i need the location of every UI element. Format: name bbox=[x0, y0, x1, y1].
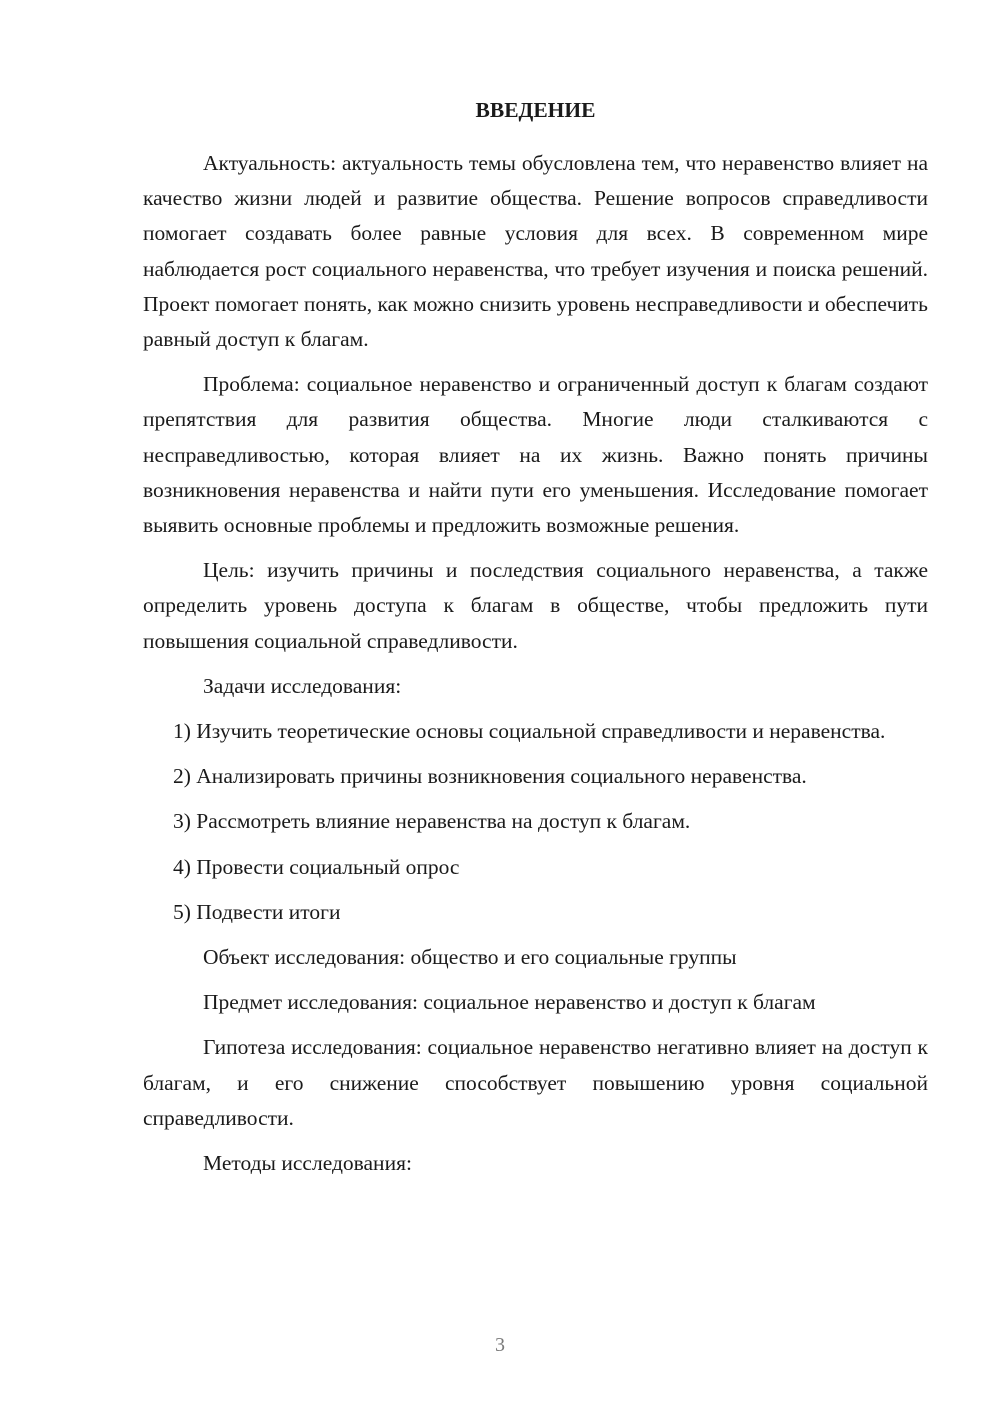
methods-heading: Методы исследования: bbox=[203, 1151, 412, 1176]
research-object: Объект исследования: общество и его социальные группы bbox=[203, 945, 737, 970]
research-hypothesis: Гипотеза исследования: социальное неравенство негативно влияет на доступ к благам, и его снижение способствует повышению уровня социальной справедливости. bbox=[143, 1035, 928, 1130]
page-title: ВВЕДЕНИЕ bbox=[475, 98, 596, 122]
task-item-4: 4) Провести социальный опрос bbox=[173, 854, 460, 879]
tasks-heading: Задачи исследования: bbox=[203, 673, 402, 698]
task-item-1: 1) Изучить теоретические основы социальной справедливости и неравенства. bbox=[173, 719, 886, 744]
document-page bbox=[143, 92, 928, 1191]
paragraph-relevance: Актуальность: актуальность темы обусловлена тем, что неравенство влияет на качество жизни людей и развитие общества. Решение вопросов справедливости помогает создавать более равные условия для всех. В современном мире наблюдается рост социального неравенства, что требует изучения и поиска решений. Проект помогает понять, как можно снизить уровень несправедливости и обеспечить равный доступ к благам. bbox=[143, 151, 928, 352]
task-item-2: 2) Анализировать причины возникновения социального неравенства. bbox=[173, 764, 807, 789]
research-subject: Предмет исследования: социальное неравенство и доступ к благам bbox=[203, 990, 816, 1015]
task-item-5: 5) Подвести итоги bbox=[173, 899, 341, 924]
paragraph-problem: Проблема: социальное неравенство и ограниченный доступ к благам создают препятствия для развития общества. Многие люди сталкиваются с несправедливостью, которая влияет на их жизнь. Важно понять причины возникновения неравенства и найти пути его уменьшения. Исследование помогает выявить основные проблемы и предложить возможные решения. bbox=[143, 372, 928, 538]
task-item-3: 3) Рассмотреть влияние неравенства на доступ к благам. bbox=[173, 809, 691, 834]
paragraph-goal: Цель: изучить причины и последствия социального неравенства, а также определить уровень доступа к благам в обществе, чтобы предложить пути повышения социальной справедливости. bbox=[143, 558, 928, 653]
page-number: 3 bbox=[495, 1334, 505, 1356]
